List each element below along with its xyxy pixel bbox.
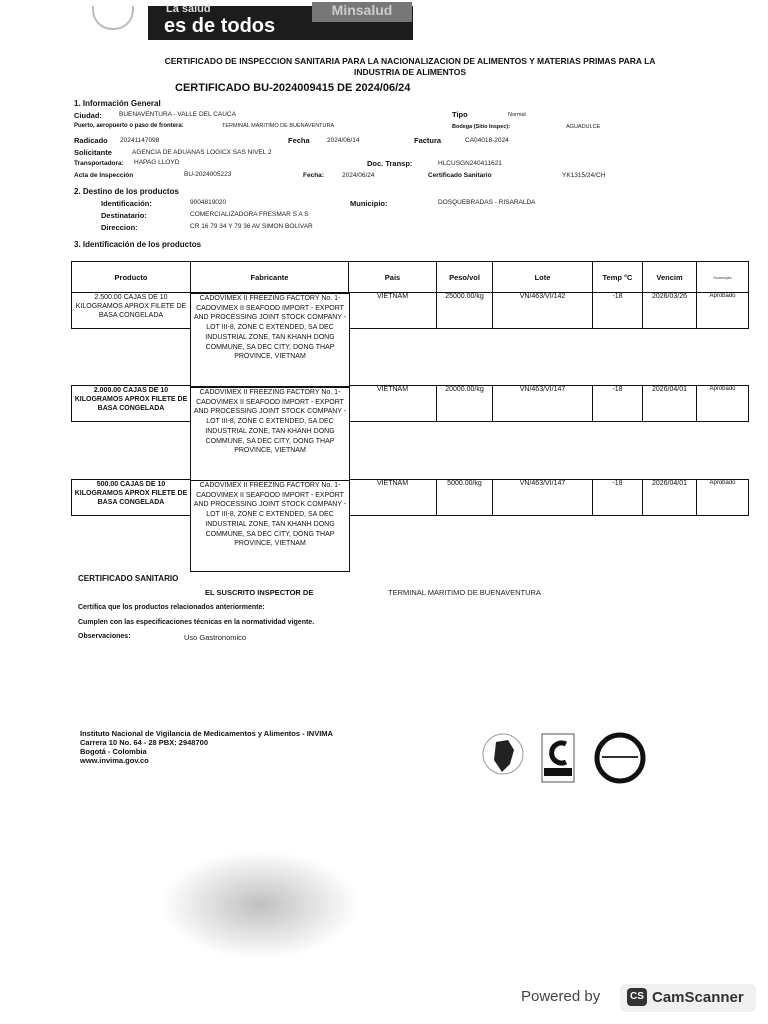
solicitante-value: AGENCIA DE ADUANAS LOGICX SAS NIVEL 2 [132, 149, 272, 156]
camscanner-brand: CamScanner [652, 989, 744, 1006]
banner-main-text: es de todos [164, 15, 276, 37]
colombia-map-seal-icon [478, 730, 528, 786]
direccion-label: Direccion: [101, 223, 138, 232]
camscanner-logo-icon: CS [627, 988, 647, 1006]
footer-line3: Bogotá - Colombia [80, 747, 147, 756]
identificacion-value: 9004819020 [190, 199, 227, 206]
quality-cert-seal-icon [540, 732, 576, 788]
lote-cell: VN/463/VI/147 [493, 386, 593, 422]
table-row [72, 293, 749, 329]
table-row [72, 386, 749, 422]
fecha-label: Fecha [288, 136, 310, 145]
fecha2-label: Fecha: [303, 172, 324, 179]
column-header-producto: Producto [72, 262, 191, 293]
puerto-value: TERMINAL MARITIMO DE BUENAVENTURA [222, 123, 335, 129]
section-destino-heading: 2. Destino de los productos [74, 187, 179, 196]
peso-cell: 20000.00/kg [437, 386, 493, 422]
products-table [71, 261, 749, 329]
table-header-row [72, 262, 749, 293]
bodega-label: Bodega (Sitio Inspec): [452, 124, 511, 130]
document-title-line2: INDUSTRIA DE ALIMENTOS [353, 67, 467, 77]
destinatario-value: COMERCIALIZADORA FRESMAR S A S [190, 211, 309, 218]
fabricante-box: CADOVIMEX II FREEZING FACTORY No. 1-CADOVIMEX II SEAFOOD IMPORT - EXPORT AND PROCESSING JOINT STOCK COMPANY - LOT III-8, ZONE C EXTENDED, SA DEC INDUSTRIAL ZONE, TAN KHANH DONG COMMUNE, SA DEC CITY, DONG THAP PROVINCE, VIETNAM [190, 293, 350, 387]
radicado-label: Radicado [74, 136, 108, 145]
cert-sanitario-label: Certificado Sanitario [428, 172, 492, 179]
invima-footer [80, 729, 333, 765]
column-header-pais: Pais [349, 262, 437, 293]
pais-cell: VIETNAM [349, 293, 437, 329]
bodega-value: AGUADULCE [566, 124, 601, 130]
gov-banner [148, 2, 413, 40]
tipo-label: Tipo [452, 110, 468, 119]
footer-line2: Carrera 10 No. 64 - 28 PBX: 2948700 [80, 738, 208, 747]
ciudad-value: BUENAVENTURA - VALLE DEL CAUCA [119, 111, 236, 118]
powered-by-text: Powered by [521, 988, 601, 1005]
cumplen-text: Cumplen con las especificaciones técnicas en la normatividad vigente. [78, 619, 315, 626]
table-row [72, 480, 749, 516]
section-productos-heading: 3. Identificación de los productos [74, 240, 202, 249]
vencim-cell: 2026/04/01 [643, 480, 697, 516]
vencim-cell: 2026/03/26 [643, 293, 697, 329]
temp-cell: -18 [593, 386, 643, 422]
factura-value: CA04018-2024 [465, 137, 509, 144]
solicitante-label: Solicitante [74, 148, 112, 157]
puerto-label: Puerto, aeropuerto o paso de frontera: [74, 123, 184, 129]
footer-line1: Instituto Nacional de Vigilancia de Medicamentos y Alimentos - INVIMA [80, 729, 333, 738]
doc-transp-value: HLCUSGN240411621 [438, 160, 502, 167]
terminal-text: TERMINAL MARITIMO DE BUENAVENTURA [388, 588, 541, 597]
peso-cell: 25000.00/kg [437, 293, 493, 329]
transportadora-label: Transportadora: [74, 160, 124, 167]
factura-label: Factura [414, 136, 442, 145]
inspector-text: EL SUSCRITO INSPECTOR DE [205, 588, 314, 597]
lote-cell: VN/463/VI/142 [493, 293, 593, 329]
concepto-cell: Aprobado [697, 480, 749, 516]
producto-cell: 500.00 CAJAS DE 10 KILOGRAMOS APROX FILETE DE BASA CONGELADA [72, 480, 191, 516]
section-general-heading: 1. Información General [74, 99, 161, 108]
lote-cell: VN/463/VI/147 [493, 480, 593, 516]
fecha2-value: 2024/06/24 [342, 172, 375, 179]
certificate-number: CERTIFICADO BU-2024009415 DE 2024/06/24 [175, 82, 411, 94]
producto-cell: 2.000.00 CAJAS DE 10 KILOGRAMOS APROX FILETE DE BASA CONGELADA [72, 386, 191, 422]
products-table-row3 [71, 479, 749, 516]
round-cert-seal-icon [592, 732, 648, 788]
acta-label: Acta de Inspección [74, 172, 134, 179]
ciudad-label: Ciudad: [74, 111, 102, 120]
producto-cell: 2.500.00 CAJAS DE 10 KILOGRAMOS APROX FILETE DE BASA CONGELADA [72, 293, 191, 329]
fecha-value: 2024/06/14 [327, 137, 360, 144]
products-table-row2 [71, 385, 749, 422]
crest-logo [92, 6, 134, 30]
certifica-text: Certifica que los productos relacionados anteriormente: [78, 604, 265, 611]
temp-cell: -18 [593, 293, 643, 329]
concepto-cell: Aprobado [697, 386, 749, 422]
fabricante-box: CADOVIMEX II FREEZING FACTORY No. 1-CADOVIMEX II SEAFOOD IMPORT - EXPORT AND PROCESSING JOINT STOCK COMPANY - LOT III-8, ZONE C EXTENDED, SA DEC INDUSTRIAL ZONE, TAN KHANH DONG COMMUNE, SA DEC CITY, DONG THAP PROVINCE, VIETNAM [190, 387, 350, 481]
pais-cell: VIETNAM [349, 386, 437, 422]
doc-transp-label: Doc. Transp: [367, 159, 413, 168]
document-title-line1: CERTIFICADO DE INSPECCION SANITARIA PARA LA NACIONALIZACION DE ALIMENTOS Y MATERIAS PRIMAS PARA LA [164, 56, 656, 66]
destinatario-label: Destinatario: [101, 211, 147, 220]
footer-line4: www.invima.gov.co [80, 756, 149, 765]
direccion-value: CR 16 79 34 Y 79 36 AV SIMON BOLIVAR [190, 223, 313, 230]
cert-sanitario-value: YK1315/24/CH [562, 172, 606, 179]
concepto-cell: Aprobado [697, 293, 749, 329]
column-header-lote: Lote [493, 262, 593, 293]
temp-cell: -18 [593, 480, 643, 516]
radicado-value: 20241147098 [120, 137, 160, 144]
observaciones-value: Uso Gastronomico [184, 633, 247, 642]
tipo-value: Normal [508, 112, 526, 118]
observaciones-label: Observaciones: [78, 633, 131, 640]
column-header-fabricante: Fabricante [191, 262, 349, 293]
peso-cell: 5000.00/kg [437, 480, 493, 516]
municipio-value: DOSQUEBRADAS - RISARALDA [438, 199, 536, 206]
banner-right-text: Minsalud [312, 2, 412, 22]
scan-smudge [160, 850, 360, 960]
column-header-peso: Peso/vol [437, 262, 493, 293]
banner-small-text: La salud [166, 3, 211, 15]
identificacion-label: Identificación: [101, 199, 152, 208]
column-header-vencim: Vencim [643, 262, 697, 293]
vencim-cell: 2026/04/01 [643, 386, 697, 422]
pais-cell: VIETNAM [349, 480, 437, 516]
column-header-concepto: Concepto [697, 262, 749, 293]
transportadora-value: HAPAG LLOYD [134, 159, 180, 166]
fabricante-box: CADOVIMEX II FREEZING FACTORY No. 1-CADOVIMEX II SEAFOOD IMPORT - EXPORT AND PROCESSING JOINT STOCK COMPANY - LOT III-8, ZONE C EXTENDED, SA DEC INDUSTRIAL ZONE, TAN KHANH DONG COMMUNE, SA DEC CITY, DONG THAP PROVINCE, VIETNAM [190, 480, 350, 572]
certificado-sanitario-heading: CERTIFICADO SANITARIO [78, 574, 179, 583]
acta-value: BU-2024005223 [184, 171, 232, 178]
municipio-label: Municipio: [350, 199, 388, 208]
column-header-temp: Temp °C [593, 262, 643, 293]
